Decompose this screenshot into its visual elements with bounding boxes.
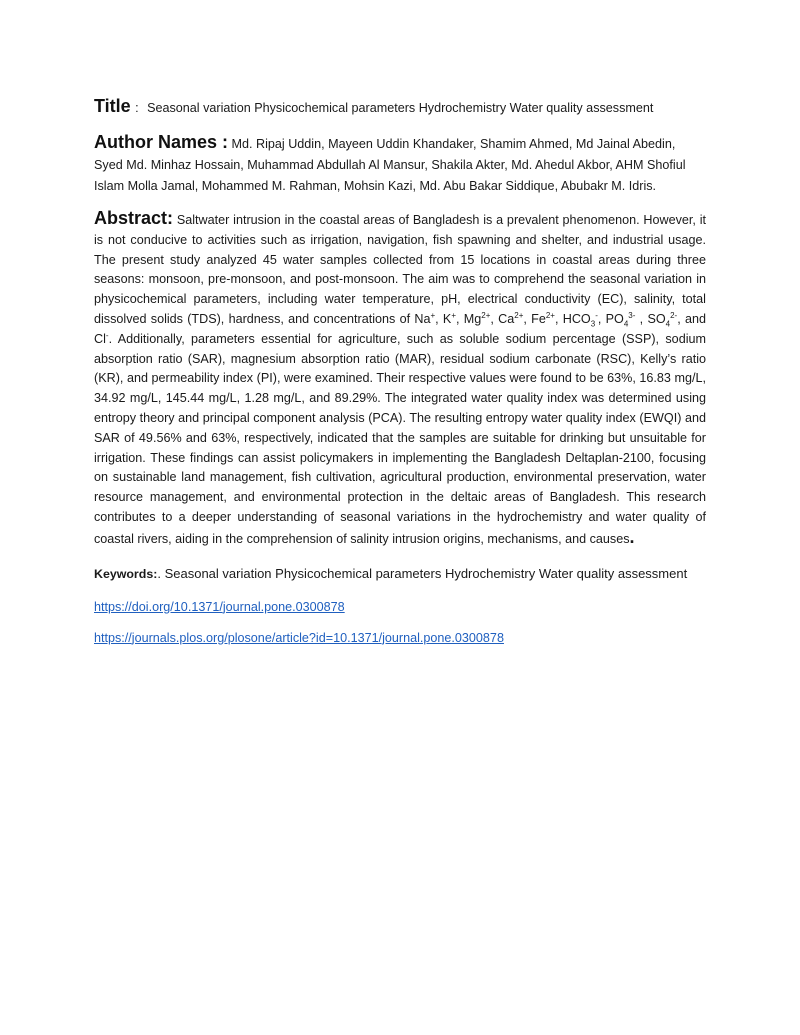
- abstract-label: Abstract: [94, 208, 168, 228]
- plos-link[interactable]: https://journals.plos.org/plosone/article?id=10.1371/journal.pone.0300878: [94, 630, 504, 645]
- document-content: [94, 96, 706, 659]
- author-names: [94, 132, 706, 197]
- ion-so4: $SO_4^{2-}$: [647, 310, 678, 329]
- reference-links: [94, 597, 706, 648]
- abstract: Abstract: Saltwater intrusion in the coastal areas of Bangladesh is a prevalent phenomenon. However, it is not conducive to activities such as irrigation, navigation, fish spawning and shelter, and industrial usage. The present study analyzed 45 water samples collected from 15 locations in coastal areas during three seasons: monsoon, pre-monsoon, and post-monsoon. The aim was to comprehend the seasonal variation in physicochemical parameters, including water temperature, pH, electrical conductivity (EC), salinity, total dissolved solids (TDS), hardness, and concentrations of Na+, K+, $Mg^{2+}$, $Ca^{2+}$, $Fe^{2+}$, $HCO_3^-$, $PO_4^{3-}$ , $SO_4^{2-}$, and Cl-. Additionally, parameters essential for agriculture, such as soluble sodium percentage (SSP), sodium absorption ratio (SAR), magnesium absorption ratio (MAR), residual sodium carbonate (RSC), Kelly’s ratio (KR), and permeability index (PI), were examined. Their respective values were found to be 63%, 16.83 mg/L, 34.92 mg/L, 145.44 mg/L, 1.28 mg/L, and 89.29%. The integrated water quality index was determined using entropy theory and principal component analysis (PCA). The resulting entropy water quality index (EWQI) and SAR of 49.56% and 63%, respectively, indicated that the samples are suitable for drinking but unsuitable for irrigation. These findings can assist policymakers in implementing the Bangladesh Deltaplan-2100, focusing on sustainable land management, fish cultivation, agricultural production, environmental preservation, water resource management, and environmental protection in the deltaic areas of Bangladesh. This research contributes to a deeper understanding of seasonal variations in the hydrochemistry and water quality of coastal rivers, aiding in the comprehension of salinity intrusion origins, mechanisms, and causes.: [94, 208, 707, 547]
- ion-ca: $Ca^{2+}$: [498, 310, 524, 326]
- abstract-part-1: Saltwater intrusion in the coastal areas of Bangladesh is a prevalent phenomenon. However, it is not conducive to activities such as irrigation, navigation, fish spawning and shelter, and industrial usage. The present study analyzed 45 water samples collected from 15 locations in coastal areas during three seasons: monsoon, pre-monsoon, and post-monsoon. The aim was to comprehend the seasonal variation in physicochemical parameters, including water temperature, pH, electrical conductivity (EC), salinity, total dissolved solids (TDS), hardness, and concentrations of: [94, 213, 707, 326]
- title-label: Title: [94, 96, 131, 116]
- keywords: [94, 564, 706, 584]
- ion-po4: $PO_4^{3-}$: [605, 310, 636, 329]
- title-separator: :: [135, 101, 139, 115]
- abstract-end: .: [629, 526, 635, 547]
- doi-link[interactable]: https://doi.org/10.1371/journal.pone.0300878: [94, 599, 345, 614]
- ion-k: K+: [442, 310, 456, 326]
- abstract-part-2: . Additionally, parameters essential for agriculture, such as soluble sodium percentage (SSP), sodium absorption ratio (SAR), magnesium absorption ratio (MAR), residual sodium carbonate (RSC), Kelly’s ratio (KR), and permeability index (PI), were examined. Their respective values were found to be 63%, 16.83 mg/L, 34.92 mg/L, 145.44 mg/L, 1.28 mg/L, and 89.29%. The integrated water quality index was determined using entropy theory and principal component analysis (PCA). The resulting entropy water quality index (EWQI) and SAR of 49.56% and 63%, respectively, indicated that the samples are suitable for drinking but unsuitable for irrigation. These findings can assist policymakers in implementing the Bangladesh Deltaplan-2100, focusing on sustainable land management, fish cultivation, agricultural production, environmental preservation, water resource management, and environmental protection in the deltaic areas of Bangladesh. This research contributes to a deeper understanding of seasonal variations in the hydrochemistry and water quality of coastal rivers, aiding in the comprehension of salinity intrusion origins, mechanisms, and causes: [94, 331, 706, 546]
- ion-mg: $Mg^{2+}$: [463, 310, 491, 326]
- abstract-colon: :: [167, 208, 174, 228]
- ion-fe: $Fe^{2+}$: [531, 310, 555, 326]
- keywords-label: Keywords:: [94, 566, 158, 581]
- title-text: Seasonal variation Physicochemical parameters Hydrochemistry Water quality assessment: [147, 101, 654, 115]
- title-line: [94, 96, 706, 118]
- authors-text: Md. Ripaj Uddin, Mayeen Uddin Khandaker, Shamim Ahmed, Md Jainal Abedin, Syed Md. Minhaz Hossain, Muhammad Abdullah Al Mansur, Shakila Akter, Md. Ahedul Akbor, AHM Shofiul Islam Molla Jamal, Mohammed M. Rahman, Mohsin Kazi, Md. Abu Bakar Siddique, Abubakr M. Idris.: [94, 137, 686, 193]
- authors-label: Author Names :: [94, 132, 229, 152]
- ion-cl: Cl-: [94, 330, 109, 346]
- keywords-text: . Seasonal variation Physicochemical parameters Hydrochemistry Water quality assessment: [157, 565, 688, 581]
- ion-na: Na+: [414, 310, 436, 326]
- ion-hco3: $HCO_3^-$: [562, 310, 598, 329]
